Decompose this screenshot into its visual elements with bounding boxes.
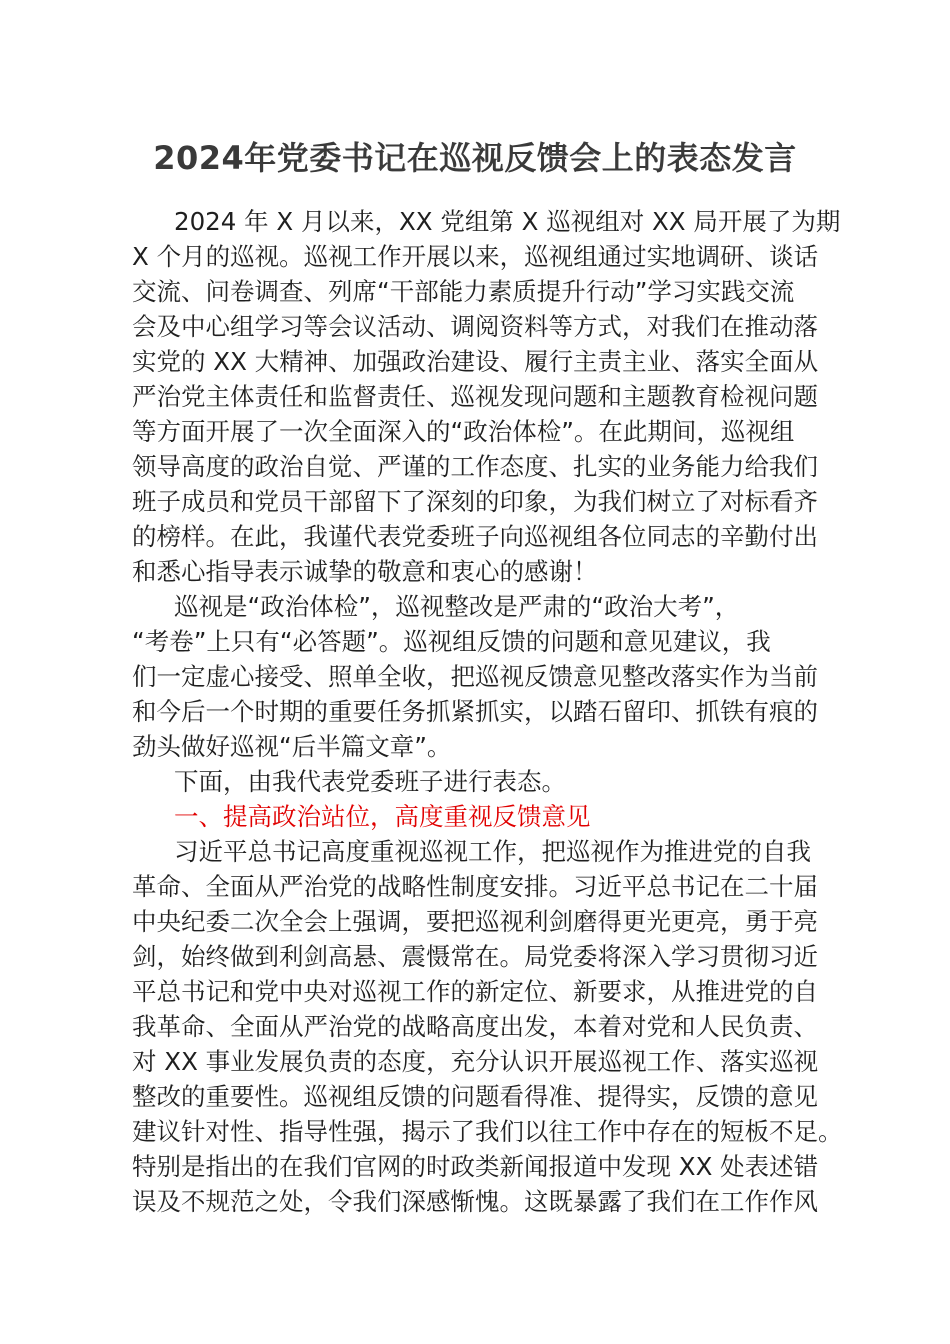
- paragraph-line: 和悉心指导表示诚挚的敬意和衷心的感谢！: [132, 557, 598, 586]
- paragraph-line: 们一定虚心接受、照单全收，把巡视反馈意见整改落实作为当前: [132, 662, 818, 691]
- paragraph-line: 对 XX 事业发展负责的态度，充分认识开展巡视工作、落实巡视: [132, 1047, 819, 1076]
- paragraph-line: 严治党主体责任和监督责任、巡视发现问题和主题教育检视问题: [132, 382, 818, 411]
- paragraph-line: 习近平总书记高度重视巡视工作，把巡视作为推进党的自我: [174, 837, 811, 866]
- paragraph-line: 班子成员和党员干部留下了深刻的印象，为我们树立了对标看齐: [132, 487, 818, 516]
- paragraph-line: 实党的 XX 大精神、加强政治建设、履行主责主业、落实全面从: [132, 347, 819, 376]
- paragraph-line: 建议针对性、指导性强，揭示了我们以往工作中存在的短板不足。: [132, 1117, 843, 1146]
- paragraph-line: X 个月的巡视。巡视工作开展以来，巡视组通过实地调研、谈话: [132, 242, 819, 271]
- paragraph-line: 误及不规范之处，令我们深感惭愧。这既暴露了我们在工作作风: [132, 1187, 818, 1216]
- paragraph-line: 特别是指出的在我们官网的时政类新闻报道中发现 XX 处表述错: [132, 1152, 819, 1181]
- paragraph-line: 交流、问卷调查、列席“干部能力素质提升行动”学习实践交流: [132, 277, 795, 306]
- paragraph-line: 等方面开展了一次全面深入的“政治体检”。在此期间，巡视组: [132, 417, 795, 446]
- paragraph-line: 和今后一个时期的重要任务抓紧抓实，以踏石留印、抓铁有痕的: [132, 697, 818, 726]
- paragraph-line: 巡视是“政治体检”，巡视整改是严肃的“政治大考”，: [174, 592, 740, 621]
- paragraph-line: 领导高度的政治自觉、严谨的工作态度、扎实的业务能力给我们: [132, 452, 818, 481]
- paragraph-line: 的榜样。在此，我谨代表党委班子向巡视组各位同志的辛勤付出: [132, 522, 818, 551]
- paragraph-line: 会及中心组学习等会议活动、调阅资料等方式，对我们在推动落: [132, 312, 818, 341]
- paragraph-line: 下面，由我代表党委班子进行表态。: [174, 767, 566, 796]
- paragraph-line: 劲头做好巡视“后半篇文章”。: [132, 732, 452, 761]
- paragraph-line: 中央纪委二次全会上强调，要把巡视利剑磨得更光更亮，勇于亮: [132, 907, 818, 936]
- paragraph-line: 2024 年 X 月以来，XX 党组第 X 巡视组对 XX 局开展了为期: [174, 207, 841, 236]
- paragraph-line: 革命、全面从严治党的战略性制度安排。习近平总书记在二十届: [132, 872, 818, 901]
- paragraph-line: 整改的重要性。巡视组反馈的问题看得准、提得实，反馈的意见: [132, 1082, 818, 1111]
- document-title: 2024年党委书记在巡视反馈会上的表态发言: [153, 139, 797, 177]
- paragraph-line: 我革命、全面从严治党的战略高度出发，本着对党和人民负责、: [132, 1012, 818, 1041]
- paragraph-line: 剑，始终做到利剑高悬、震慑常在。局党委将深入学习贯彻习近: [132, 942, 818, 971]
- paragraph-line: “考卷”上只有“必答题”。巡视组反馈的问题和意见建议，我: [132, 627, 771, 656]
- section-heading: 一、提高政治站位，高度重视反馈意见: [174, 802, 591, 831]
- paragraph-line: 平总书记和党中央对巡视工作的新定位、新要求，从推进党的自: [132, 977, 818, 1006]
